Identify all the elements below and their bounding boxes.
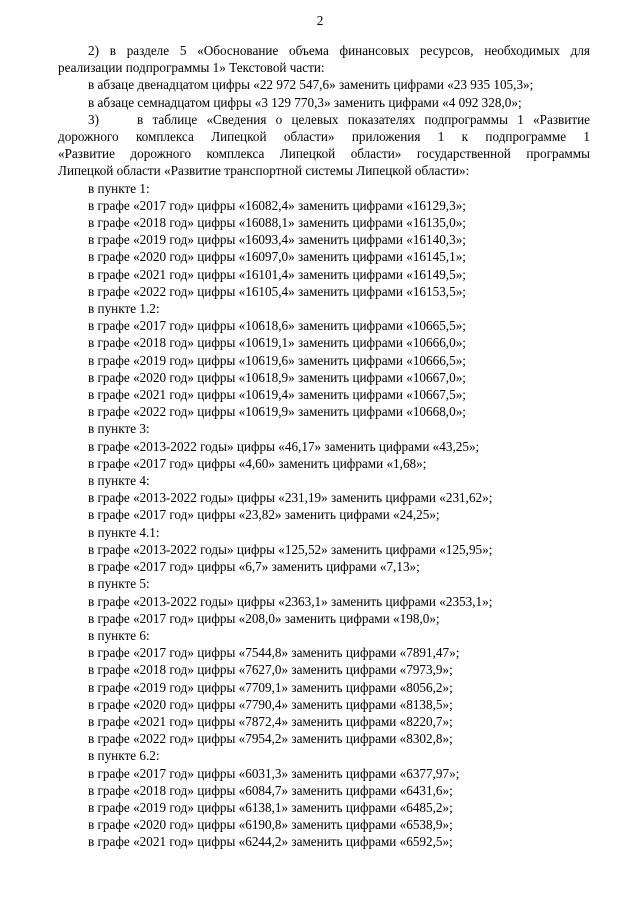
amendment-line: в графе «2019 год» цифры «16093,4» заменить цифрами «16140,3»; xyxy=(88,232,466,248)
amendment-line: в пункте 4.1: xyxy=(88,524,160,540)
paragraph-item3-line2: дорожного комплекса Липецкой области» приложения 1 к подпрограмме 1 xyxy=(58,129,590,145)
item3-number: 3) xyxy=(88,111,99,127)
amendment-line: в графе «2017 год» цифры «16082,4» заменить цифрами «16129,3»; xyxy=(88,197,466,213)
amendment-line: в графе «2020 год» цифры «10618,9» заменить цифрами «10667,0»; xyxy=(88,369,466,385)
amendment-line: в графе «2019 год» цифры «6138,1» заменить цифрами «6485,2»; xyxy=(88,799,453,815)
amendment-line: в графе «2017 год» цифры «6,7» заменить цифрами «7,13»; xyxy=(88,559,420,575)
amendment-line: в графе «2018 год» цифры «10619,1» заменить цифрами «10666,0»; xyxy=(88,335,466,351)
amendment-line: в графе «2022 год» цифры «10619,9» заменить цифрами «10668,0»; xyxy=(88,404,466,420)
amendment-line: в пункте 6.2: xyxy=(88,748,160,764)
amendment-line: в пункте 3: xyxy=(88,421,150,437)
amendment-line: в графе «2020 год» цифры «6190,8» заменить цифрами «6538,9»; xyxy=(88,817,453,833)
paragraph-item2-line1: 2) в разделе 5 «Обоснование объема финансовых ресурсов, необходимых для xyxy=(88,43,590,58)
amendment-line: в графе «2013-2022 годы» цифры «2363,1» заменить цифрами «2353,1»; xyxy=(88,593,493,609)
paragraph-item3-line1 xyxy=(58,111,590,128)
paragraph-item2-line4: в абзаце семнадцатом цифры «3 129 770,3» заменить цифрами «4 092 328,0»; xyxy=(88,94,522,110)
amendment-line: в пункте 4: xyxy=(88,473,150,489)
amendment-line: в графе «2021 год» цифры «6244,2» заменить цифрами «6592,5»; xyxy=(88,834,453,850)
amendment-line: в пункте 1: xyxy=(88,180,150,196)
amendment-line: в графе «2021 год» цифры «16101,4» заменить цифрами «16149,5»; xyxy=(88,266,466,282)
amendment-line: в графе «2017 год» цифры «10618,6» заменить цифрами «10665,5»; xyxy=(88,318,466,334)
amendment-line: в графе «2018 год» цифры «6084,7» заменить цифрами «6431,6»; xyxy=(88,782,453,798)
amendment-list xyxy=(58,180,590,851)
paragraph-item3-line4: Липецкой области «Развитие транспортной системы Липецкой области»: xyxy=(58,163,470,179)
amendment-line: в графе «2017 год» цифры «208,0» заменить цифрами «198,0»; xyxy=(88,610,440,626)
amendment-line: в графе «2022 год» цифры «7954,2» заменить цифрами «8302,8»; xyxy=(88,731,453,747)
paragraph-item2-line2: реализации подпрограммы 1» Текстовой части: xyxy=(58,60,325,76)
amendment-line: в графе «2019 год» цифры «10619,6» заменить цифрами «10666,5»; xyxy=(88,352,466,368)
amendment-line: в графе «2013-2022 годы» цифры «231,19» заменить цифрами «231,62»; xyxy=(88,490,493,506)
paragraph-item2-line3: в абзаце двенадцатом цифры «22 972 547,6» заменить цифрами «23 935 105,3»; xyxy=(88,77,534,93)
amendment-line: в графе «2018 год» цифры «16088,1» заменить цифрами «16135,0»; xyxy=(88,215,466,231)
amendment-line: в графе «2017 год» цифры «7544,8» заменить цифрами «7891,47»; xyxy=(88,645,460,661)
amendment-line: в графе «2022 год» цифры «16105,4» заменить цифрами «16153,5»; xyxy=(88,283,466,299)
amendment-line: в графе «2013-2022 годы» цифры «46,17» заменить цифрами «43,25»; xyxy=(88,438,480,454)
amendment-line: в графе «2021 год» цифры «7872,4» заменить цифрами «8220,7»; xyxy=(88,713,453,729)
document-body xyxy=(58,42,590,851)
page-number: 2 xyxy=(316,13,324,28)
amendment-line: в пункте 6: xyxy=(88,627,150,643)
amendment-line: в графе «2017 год» цифры «4,60» заменить цифрами «1,68»; xyxy=(88,455,427,471)
amendment-line: в графе «2021 год» цифры «10619,4» заменить цифрами «10667,5»; xyxy=(88,387,466,403)
amendment-line: в графе «2017 год» цифры «6031,3» заменить цифрами «6377,97»; xyxy=(88,765,460,781)
amendment-line: в графе «2020 год» цифры «16097,0» заменить цифрами «16145,1»; xyxy=(88,249,466,265)
amendment-line: в графе «2018 год» цифры «7627,0» заменить цифрами «7973,9»; xyxy=(88,662,453,678)
amendment-line: в графе «2017 год» цифры «23,82» заменить цифрами «24,25»; xyxy=(88,507,440,523)
amendment-line: в графе «2020 год» цифры «7790,4» заменить цифрами «8138,5»; xyxy=(88,696,453,712)
paragraph-item3-line3: «Развитие дорожного комплекса Липецкой области» государственной программы xyxy=(58,146,590,162)
amendment-line: в пункте 1.2: xyxy=(88,301,160,317)
amendment-line: в графе «2013-2022 годы» цифры «125,52» заменить цифрами «125,95»; xyxy=(88,541,493,557)
amendment-line: в графе «2019 год» цифры «7709,1» заменить цифрами «8056,2»; xyxy=(88,679,453,695)
item3-line1-text: в таблице «Сведения о целевых показателях подпрограммы 1 «Развитие xyxy=(137,111,590,127)
amendment-line: в пункте 5: xyxy=(88,576,150,592)
